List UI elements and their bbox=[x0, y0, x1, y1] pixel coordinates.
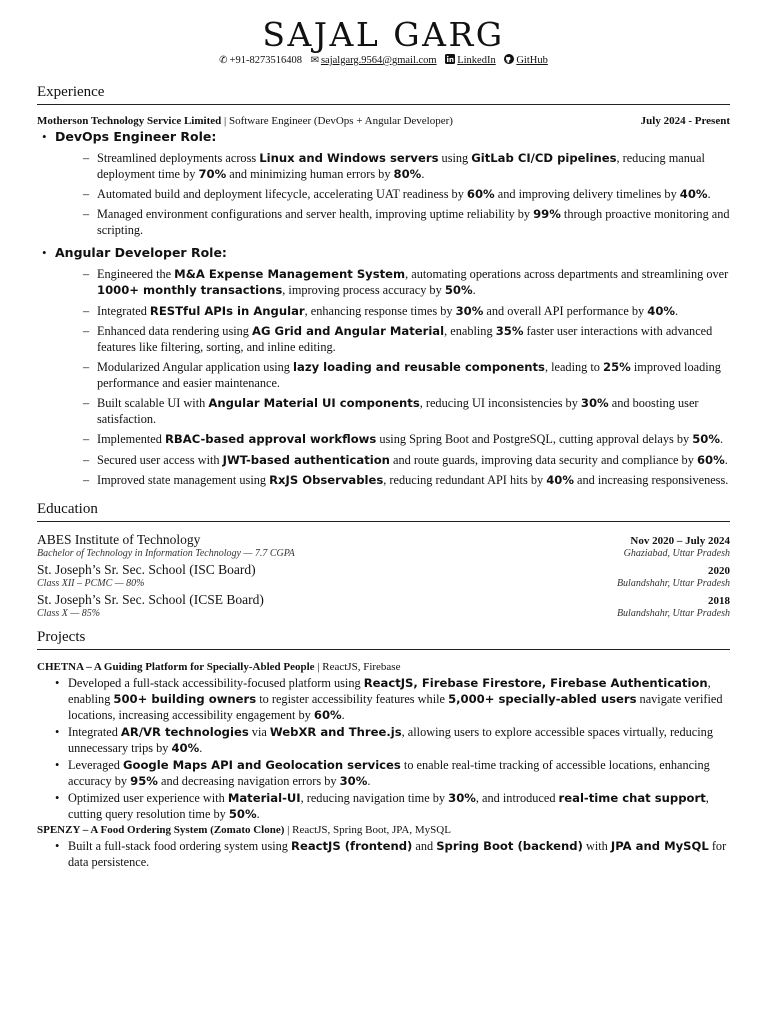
projects-heading: Projects bbox=[37, 628, 730, 650]
github-icon bbox=[504, 54, 514, 68]
education-entry bbox=[37, 592, 730, 620]
bullet-item: – Secured user access with JWT-based authentication and route guards, improving data security and compliance by 60%. bbox=[97, 452, 730, 468]
resume-page bbox=[37, 0, 730, 871]
project-separator: | bbox=[317, 660, 320, 673]
linkedin-link[interactable]: LinkedIn bbox=[457, 55, 496, 66]
bold-phrase: ReactJS (frontend) bbox=[291, 838, 413, 853]
project-stack: ReactJS, Spring Boot, JPA, MySQL bbox=[292, 823, 451, 836]
bullet-item: – Enhanced data rendering using AG Grid and Angular Material, enabling 35% faster user interactions with advanced features like filtering, sorting, and inline editing. bbox=[97, 323, 730, 355]
bold-phrase: 80% bbox=[393, 167, 422, 181]
bold-phrase: AG Grid and Angular Material bbox=[252, 323, 445, 338]
email-link[interactable]: sajalgarg.9564@gmail.com bbox=[320, 55, 437, 66]
bold-phrase: WebXR and Three.js bbox=[269, 724, 402, 739]
bold-phrase: 25% bbox=[603, 359, 631, 374]
bullet-item: • Integrated AR/VR technologies via WebXR and Three.js, allowing users to explore accessible spaces virtually, reducing unnecessary trips by 40%. bbox=[68, 724, 730, 756]
project-header bbox=[37, 660, 730, 674]
role-item bbox=[55, 244, 730, 487]
project-stack: ReactJS, Firebase bbox=[322, 660, 401, 673]
bullet-item: – Streamlined deployments across Linux and Windows servers using GitLab CI/CD pipelines, reducing manual deployment time by 70% and minimizing human errors by 80%. bbox=[97, 150, 730, 182]
job-dates: July 2024 - Present bbox=[640, 115, 730, 127]
project-bullets bbox=[37, 675, 730, 822]
bold-phrase: 50% bbox=[228, 806, 257, 821]
education-entry bbox=[37, 532, 730, 560]
company-name: Motherson Technology Service Limited bbox=[37, 115, 222, 127]
role-title: Angular Developer Role: bbox=[55, 245, 227, 261]
institution-name: St. Joseph’s Sr. Sec. School (ISC Board) bbox=[37, 561, 256, 577]
bold-phrase: 30% bbox=[455, 303, 484, 318]
bold-phrase: Angular Material UI components bbox=[208, 396, 420, 411]
bold-phrase: AR/VR technologies bbox=[120, 724, 249, 739]
bold-phrase: M&A Expense Management System bbox=[174, 267, 406, 282]
bold-phrase: JWT-based authentication bbox=[222, 452, 390, 467]
bullet-item: – Automated build and deployment lifecycle, accelerating UAT readiness by 60% and improving delivery timelines by 40%. bbox=[97, 186, 730, 202]
bold-phrase: 1000+ monthly transactions bbox=[97, 283, 283, 298]
bullet-item: • Built a full-stack food ordering system using ReactJS (frontend) and Spring Boot (backend) with JPA and MySQL for data persistence. bbox=[68, 838, 730, 870]
education-date: Nov 2020 – July 2024 bbox=[630, 534, 730, 547]
envelope-icon: ✉ bbox=[310, 55, 319, 66]
contact-bar bbox=[37, 54, 730, 68]
bold-phrase: 30% bbox=[580, 396, 609, 411]
github-link[interactable]: GitHub bbox=[516, 55, 548, 66]
bold-phrase: 60% bbox=[466, 187, 495, 202]
bold-phrase: Spring Boot (backend) bbox=[436, 838, 583, 853]
role-bullets bbox=[55, 266, 730, 487]
bold-phrase: 99% bbox=[533, 207, 561, 222]
education-detail: Class XII – PCMC — 80% bbox=[37, 577, 145, 589]
education-detail: Bachelor of Technology in Information Technology — 7.7 CGPA bbox=[37, 547, 295, 559]
education-date: 2020 bbox=[708, 564, 730, 577]
bullet-item: • Developed a full-stack accessibility-focused platform using ReactJS, Firebase Firestore, Firebase Authentication, enabling 500+ building owners to register accessibility features while 5,000+ specially-abled users navigate verified locations, increasing accessibility engagement by 60%. bbox=[68, 675, 730, 723]
bullet-item: – Built scalable UI with Angular Material UI components, reducing UI inconsistencies by 30% and boosting user satisfaction. bbox=[97, 395, 730, 427]
institution-name: ABES Institute of Technology bbox=[37, 531, 201, 547]
bold-phrase: 30% bbox=[339, 773, 368, 788]
education-detail: Class X — 85% bbox=[37, 607, 101, 619]
project-name: CHETNA – A Guiding Platform for Specially-Abled People bbox=[37, 660, 315, 673]
bold-phrase: Linux and Windows servers bbox=[259, 151, 439, 165]
bold-phrase: 40% bbox=[647, 303, 676, 318]
bold-phrase: 40% bbox=[171, 740, 200, 755]
bold-phrase: RESTful APIs in Angular bbox=[149, 303, 305, 318]
education-location: Bulandshahr, Uttar Pradesh bbox=[616, 607, 730, 619]
email-contact[interactable] bbox=[311, 55, 440, 66]
project-bullets bbox=[37, 838, 730, 870]
bullet-item: – Engineered the M&A Expense Management System, automating operations across departments and streamlining over 1000+ monthly transactions, improving process accuracy by 50%. bbox=[97, 266, 730, 298]
bullet-item: – Improved state management using RxJS Observables, reducing redundant API hits by 40% and increasing responsiveness. bbox=[97, 472, 730, 488]
role-list bbox=[37, 128, 730, 488]
bullet-item: – Managed environment configurations and server health, improving uptime reliability by 99% through proactive monitoring and scripting. bbox=[97, 206, 730, 238]
education-heading: Education bbox=[37, 500, 730, 522]
bullet-item: • Leveraged Google Maps API and Geolocation services to enable real-time tracking of accessible locations, enhancing accuracy by 95% and decreasing navigation errors by 30%. bbox=[68, 757, 730, 789]
bold-phrase: RBAC-based approval workflows bbox=[164, 432, 377, 447]
bold-phrase: lazy loading and reusable components bbox=[293, 359, 545, 374]
bold-phrase: 50% bbox=[692, 432, 720, 447]
bold-phrase: 35% bbox=[495, 323, 524, 338]
bullet-item: • Optimized user experience with Material-UI, reducing navigation time by 30%, and introduced real-time chat support, cutting query resolution time by 50%. bbox=[68, 790, 730, 822]
bold-phrase: 40% bbox=[679, 187, 708, 202]
job-separator: | bbox=[224, 115, 227, 127]
bold-phrase: 70% bbox=[198, 167, 227, 181]
bold-phrase: 95% bbox=[130, 773, 158, 788]
education-entry bbox=[37, 562, 730, 590]
education-list bbox=[37, 532, 730, 620]
education-date: 2018 bbox=[708, 594, 730, 607]
bullet-item: – Integrated RESTful APIs in Angular, enhancing response times by 30% and overall API performance by 40%. bbox=[97, 303, 730, 319]
experience-heading: Experience bbox=[37, 83, 730, 105]
project-header bbox=[37, 823, 730, 837]
bold-phrase: ReactJS, Firebase Firestore, Firebase Authentication bbox=[363, 675, 708, 690]
bold-phrase: 50% bbox=[444, 283, 473, 298]
bold-phrase: 500+ building owners bbox=[113, 691, 257, 706]
bullet-item: – Modularized Angular application using lazy loading and reusable components, leading to 25% improved loading performance and easier maintenance. bbox=[97, 359, 730, 391]
linkedin-icon bbox=[445, 54, 455, 68]
bold-phrase: RxJS Observables bbox=[269, 472, 384, 487]
phone-contact bbox=[219, 55, 304, 66]
phone-icon: ✆ bbox=[219, 55, 228, 66]
linkedin-contact[interactable] bbox=[445, 55, 498, 66]
education-location: Bulandshahr, Uttar Pradesh bbox=[616, 577, 730, 589]
role-bullets bbox=[55, 150, 730, 238]
project-separator: | bbox=[287, 823, 290, 836]
bold-phrase: real-time chat support bbox=[558, 790, 706, 805]
github-contact[interactable] bbox=[504, 55, 548, 66]
bold-phrase: 30% bbox=[448, 790, 476, 805]
role-title: DevOps Engineer Role: bbox=[55, 129, 217, 144]
project-name: SPENZY – A Food Ordering System (Zomato Clone) bbox=[37, 823, 285, 836]
role-item bbox=[55, 128, 730, 238]
bold-phrase: Google Maps API and Geolocation services bbox=[122, 757, 401, 772]
bold-phrase: 60% bbox=[696, 452, 725, 467]
candidate-name: SAJAL GARG bbox=[262, 15, 505, 54]
bold-phrase: 40% bbox=[546, 472, 574, 487]
bold-phrase: GitLab CI/CD pipelines bbox=[471, 151, 617, 165]
bold-phrase: JPA and MySQL bbox=[610, 838, 709, 853]
bullet-item: – Implemented RBAC-based approval workflows using Spring Boot and PostgreSQL, cutting approval delays by 50%. bbox=[97, 431, 730, 447]
bold-phrase: 60% bbox=[313, 707, 342, 722]
bold-phrase: 5,000+ specially-abled users bbox=[448, 691, 637, 706]
education-location: Ghaziabad, Uttar Pradesh bbox=[623, 547, 730, 559]
job-header bbox=[37, 115, 730, 127]
job-company-line bbox=[37, 115, 453, 127]
institution-name: St. Joseph’s Sr. Sec. School (ICSE Board) bbox=[37, 591, 264, 607]
phone-number: +91-8273516408 bbox=[229, 55, 302, 66]
bold-phrase: Material-UI bbox=[227, 790, 301, 805]
job-position: Software Engineer (DevOps + Angular Developer) bbox=[228, 115, 453, 127]
